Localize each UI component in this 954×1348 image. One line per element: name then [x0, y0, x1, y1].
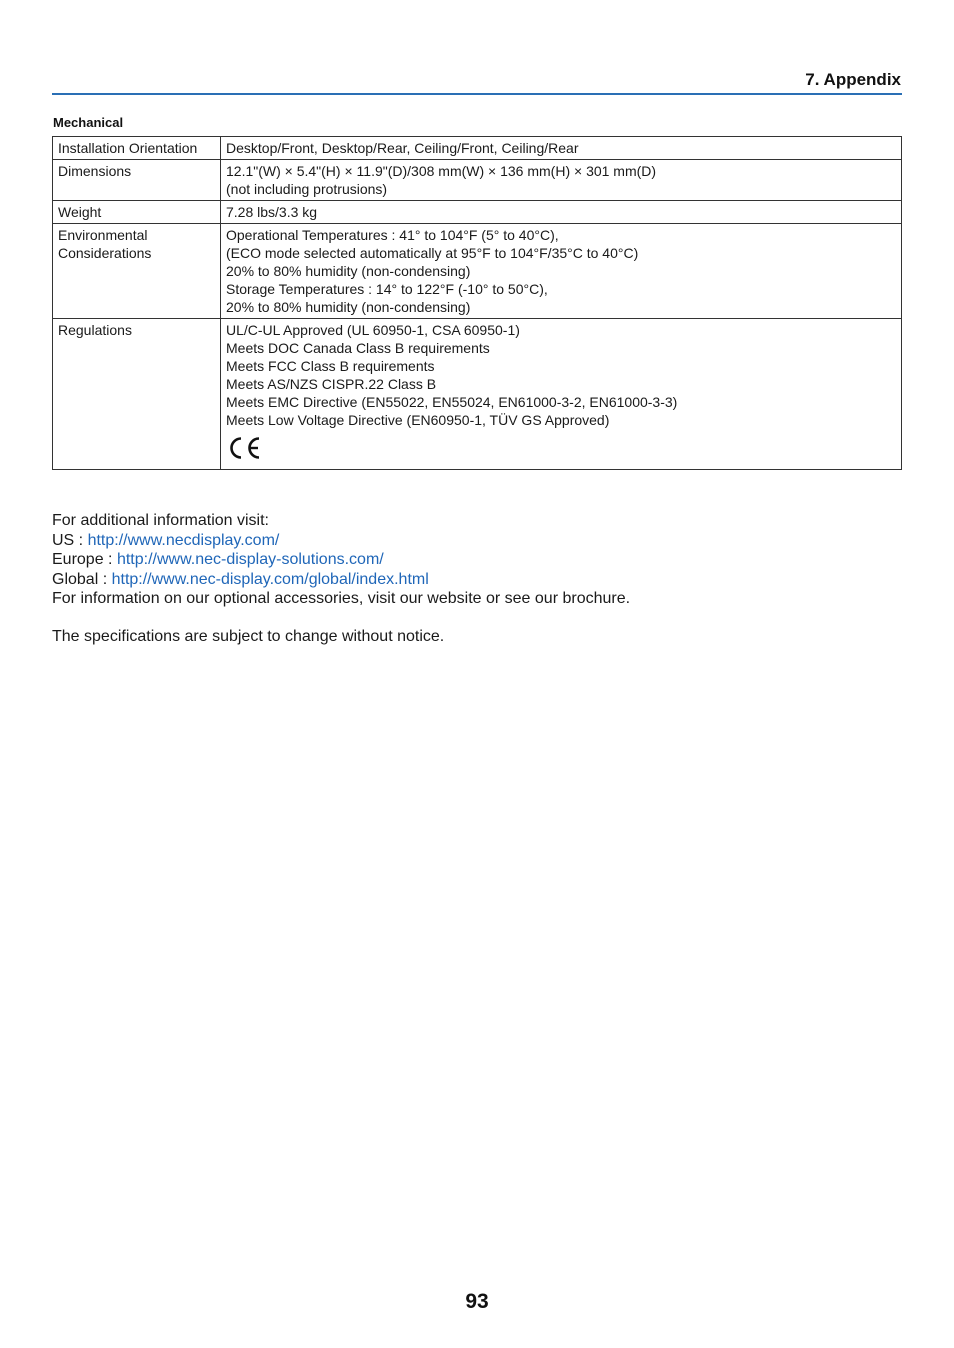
info-accessories: For information on our optional accessories, visit our website or see our brochure.: [52, 590, 631, 607]
info-global-row: [52, 570, 630, 590]
table-row: [53, 319, 902, 470]
europe-label: Europe :: [52, 551, 117, 568]
table-row: [53, 224, 902, 319]
info-europe-row: [52, 550, 630, 570]
spec-label-weight: Weight: [53, 201, 221, 224]
spec-label-dimensions: Dimensions: [53, 160, 221, 201]
ce-mark-icon: [226, 435, 262, 461]
header-rule: [52, 93, 902, 95]
info-us-row: [52, 531, 630, 551]
table-row: [53, 201, 902, 224]
spec-table: [52, 136, 902, 470]
global-label: Global :: [52, 570, 112, 588]
spec-label-regulations: Regulations: [53, 319, 221, 470]
table-row: [53, 137, 902, 160]
spec-value-environmental: Operational Temperatures : 41° to 104°F (5° to 40°C), (ECO mode selected automatically at 95°F to 104°F/35°C to 40°C) 20% to 80% humidity (non-condensing) Storage Temperatures : 14° to 122°F (-10° to 50°C), 20% to 80% humidity (non-condensing): [221, 224, 902, 319]
spec-value-dimensions: 12.1"(W) × 5.4"(H) × 11.9"(D)/308 mm(W) × 136 mm(H) × 301 mm(D) (not including protrusions): [221, 160, 902, 201]
us-label: US :: [52, 531, 88, 549]
spec-change-notice: The specifications are subject to change without notice.: [52, 628, 445, 645]
spec-value-installation: Desktop/Front, Desktop/Rear, Ceiling/Front, Ceiling/Rear: [221, 137, 902, 160]
spec-label-installation: Installation Orientation: [53, 137, 221, 160]
us-link[interactable]: http://www.necdisplay.com/: [87, 531, 280, 549]
spec-label-environmental: Environmental Considerations: [53, 224, 221, 319]
chapter-title: 7. Appendix: [805, 70, 901, 89]
section-title: Mechanical: [53, 115, 124, 130]
info-intro: For additional information visit:: [52, 512, 269, 529]
spec-value-regulations: UL/C-UL Approved (UL 60950-1, CSA 60950-1) Meets DOC Canada Class B requirements Meets FCC Class B requirements Meets AS/NZS CISPR.22 Class B Meets EMC Directive (EN55022, EN55024, EN61000-3-2, EN61000-3-3) Meets Low Voltage Directive (EN60950-1, TÜV GS Approved): [221, 319, 902, 470]
europe-link[interactable]: http://www.nec-display-solutions.com/: [116, 551, 384, 568]
additional-info: [52, 511, 630, 609]
global-link[interactable]: http://www.nec-display.com/global/index.html: [111, 570, 429, 588]
spec-value-weight: 7.28 lbs/3.3 kg: [221, 201, 902, 224]
table-row: [53, 160, 902, 201]
page-number: 93: [465, 1290, 489, 1313]
